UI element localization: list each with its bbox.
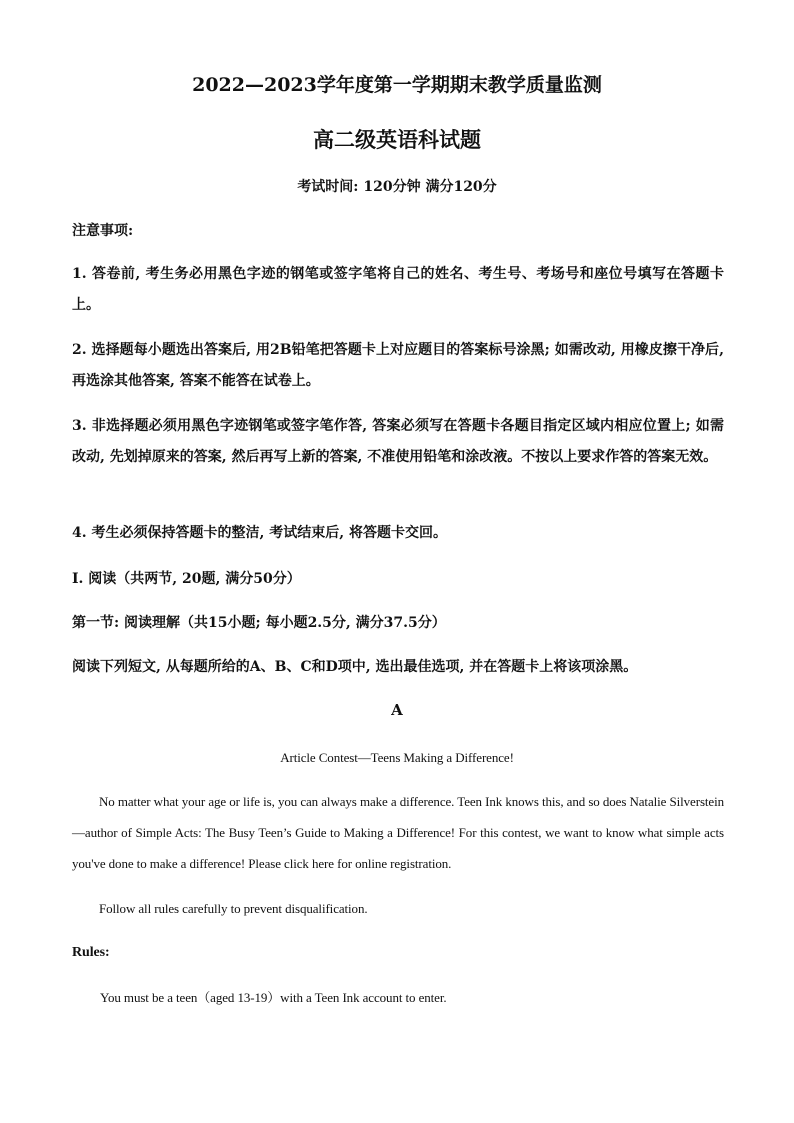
rules-heading: Rules: [72, 945, 110, 960]
reading-instruction: 阅读下列短文, 从每题所给的A、B、C和D项中, 选出最佳选项, 并在答题卡上将该项涂黑。 [72, 659, 638, 675]
subsection-heading: 第一节: 阅读理解（共15小题; 每小题2.5分, 满分37.5分） [72, 615, 446, 631]
note-item-4: 4. 考生必须保持答题卡的整洁, 考试结束后, 将答题卡交回。 [72, 525, 447, 541]
note-item-3: 3. 非选择题必须用黑色字迹钢笔或签字笔作答, 答案必须写在答题卡各题目指定区域内相应位置上; 如需改动, 先划掉原来的答案, 然后再写上新的答案, 不准使用铅笔和涂改液。不按以上要求作答的答案无效。 [72, 418, 724, 465]
rule-item-1: You must be a teen（aged 13-19）with a Teen Ink account to enter. [100, 990, 447, 1005]
exam-title: 2022—2023学年度第一学期期末教学质量监测 [192, 74, 602, 96]
passage-letter: A [391, 701, 403, 719]
exam-time-info: 考试时间: 120分钟 满分120分 [297, 179, 497, 195]
note-item-2: 2. 选择题每小题选出答案后, 用2B铅笔把答题卡上对应题目的答案标号涂黑; 如需改动, 用橡皮擦干净后, 再选涂其他答案, 答案不能答在试卷上。 [72, 342, 724, 389]
note-item-1: 1. 答卷前, 考生务必用黑色字迹的钢笔或签字笔将自己的姓名、考生号、考场号和座位号填写在答题卡上。 [72, 266, 724, 313]
subject-title: 高二级英语科试题 [313, 127, 481, 152]
passage-paragraph-1: No matter what your age or life is, you can always make a difference. Teen Ink knows this, and so does Natalie Silverstein—author of Simple Acts: The Busy Teen’s Guide to Making a Difference! For this contest, we want to know what simple acts you've done to make a difference! Please click here for online registration. [72, 794, 724, 871]
notes-heading: 注意事项: [72, 223, 134, 239]
passage-paragraph-2: Follow all rules carefully to prevent disqualification. [99, 901, 368, 916]
article-title: Article Contest—Teens Making a Difference! [280, 750, 514, 765]
part-heading: I. 阅读（共两节, 20题, 满分50分） [72, 571, 301, 587]
